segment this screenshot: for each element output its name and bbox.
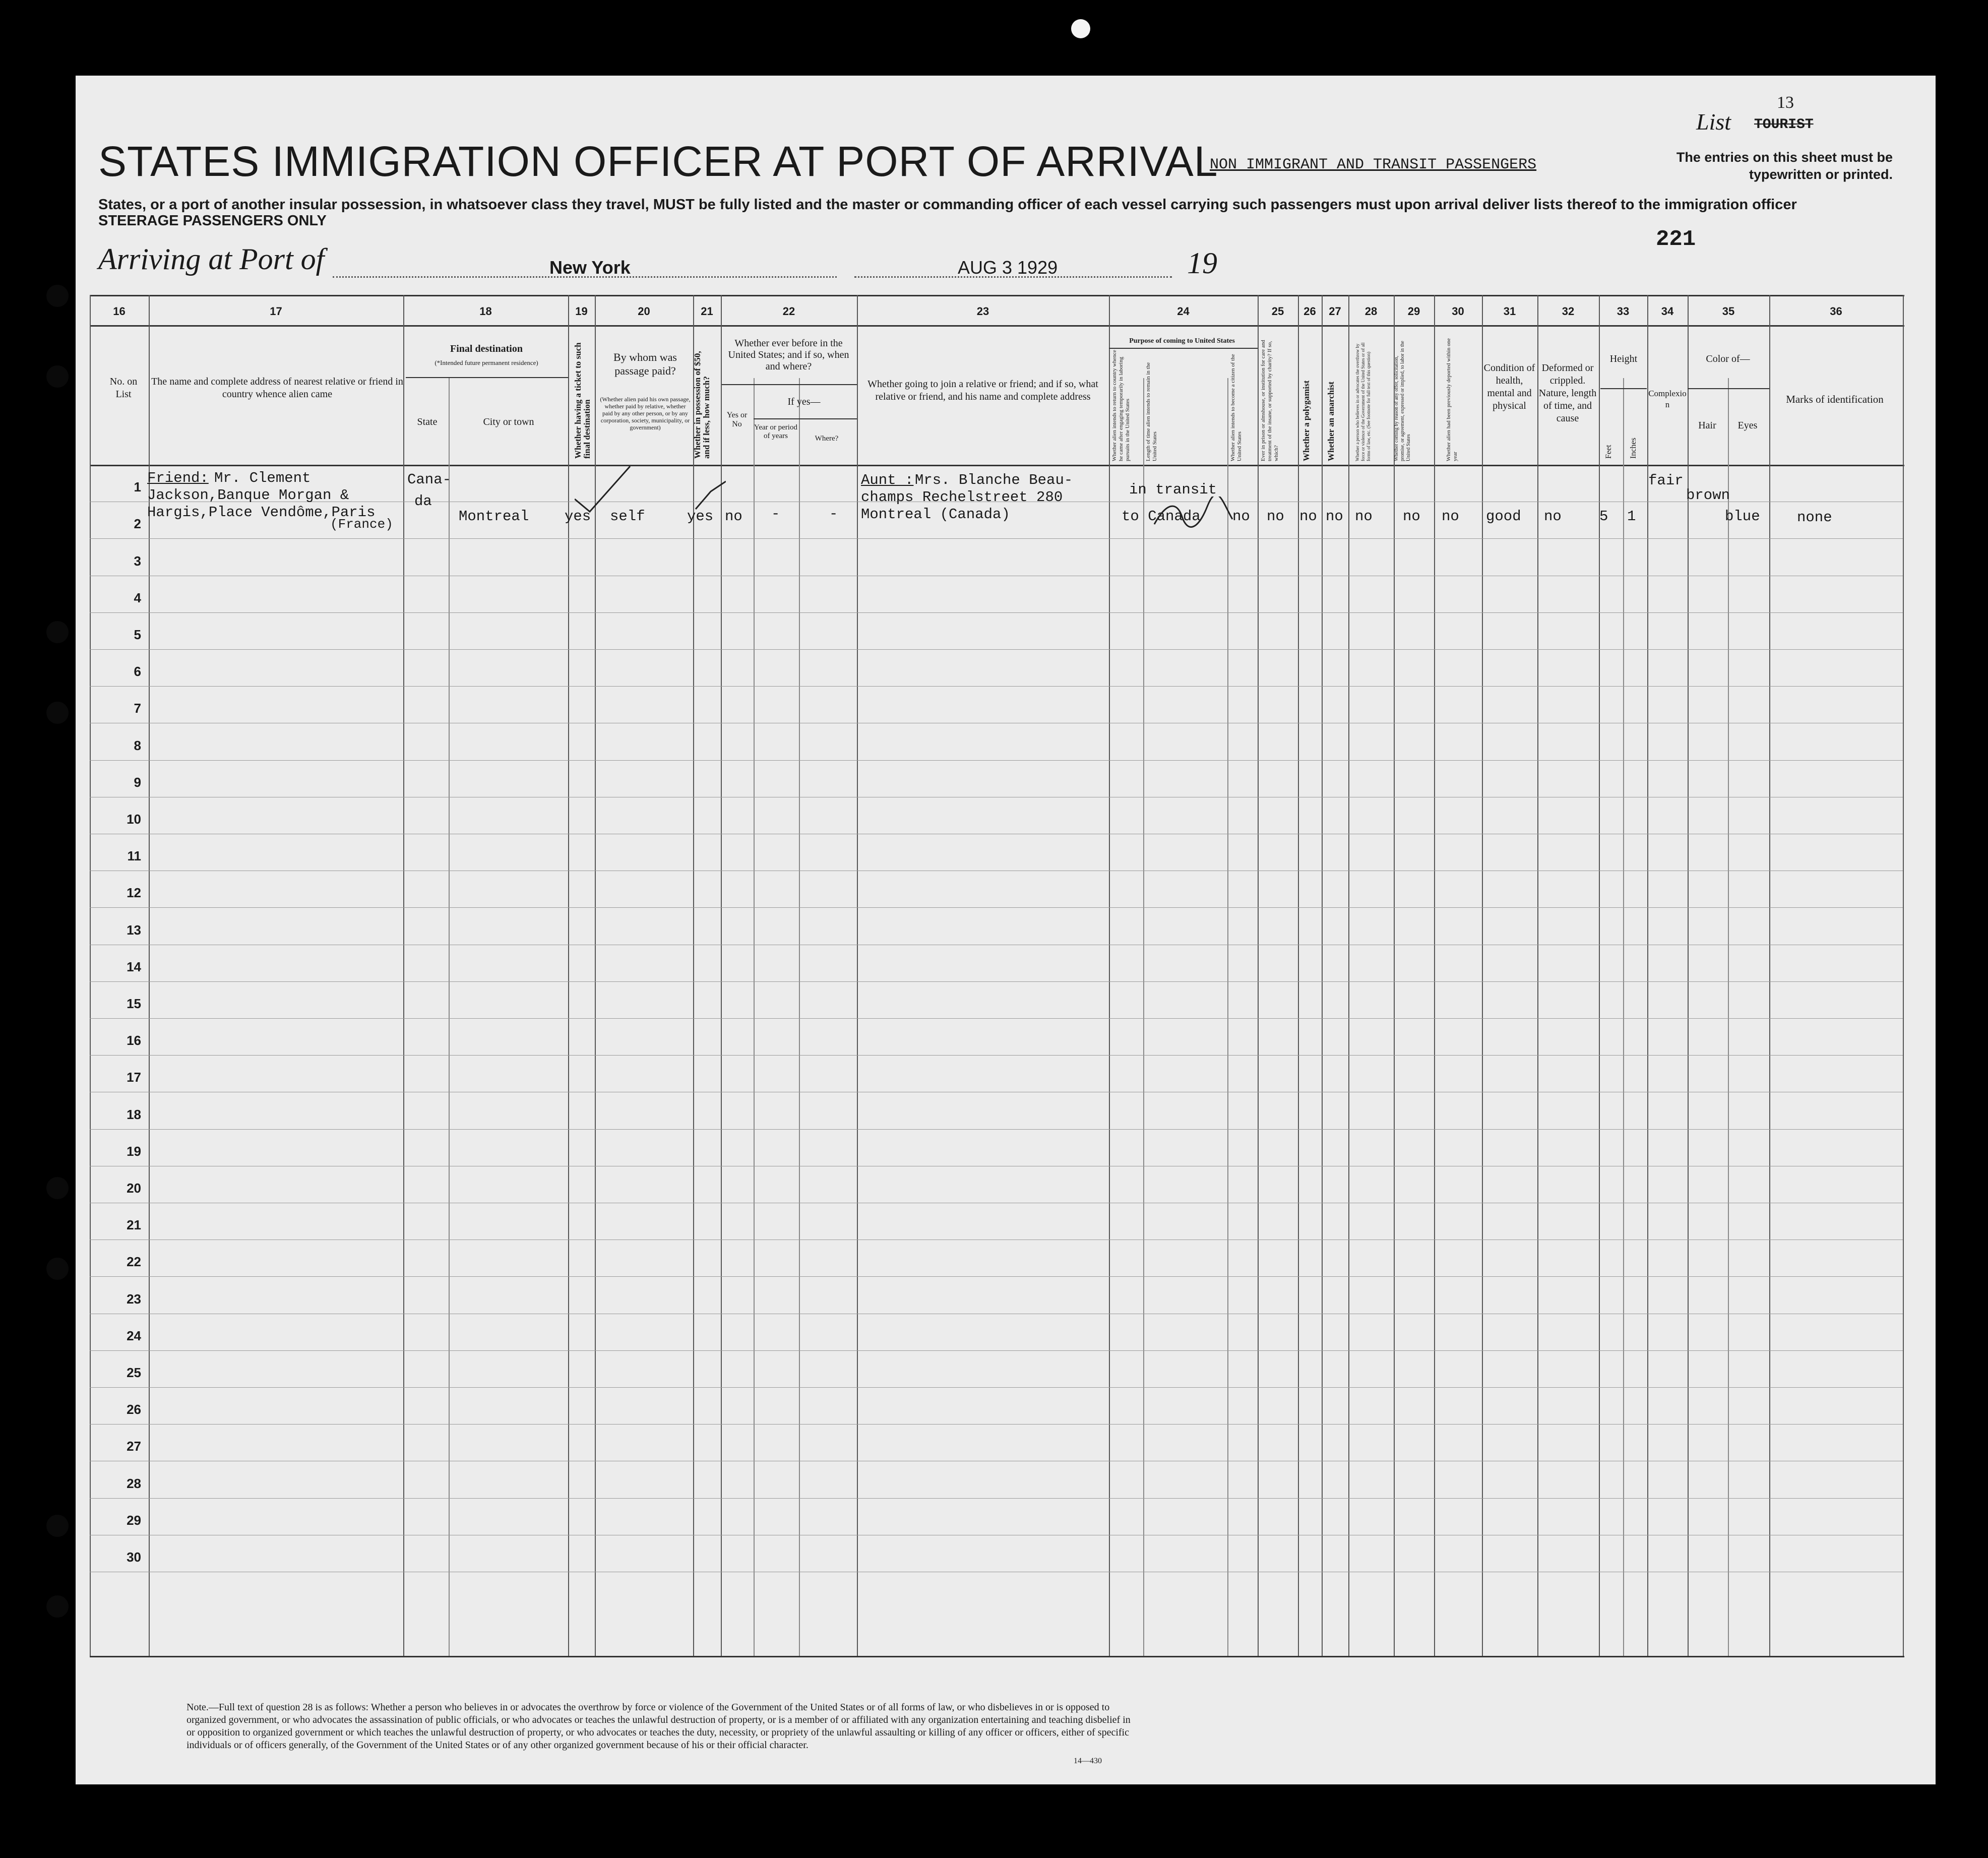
binder-hole	[46, 621, 69, 643]
category-label: NON IMMIGRANT AND TRANSIT PASSENGERS	[1210, 156, 1537, 173]
row-number: 26	[127, 1402, 141, 1417]
hair-value: brown	[1686, 487, 1730, 504]
footnote: Note.—Full text of question 28 is as follows: Whether a person who believes in or advocates the overthrow by force or violence of the Government of the United States or of all forms of law, or who disbelieves in or is opposed to organized government, or who advocates the assassination of public officials, or who advocates or teaches the unlawful destruction of property, or is a member of or affiliated with any organization entertaining and teaching disbelief in or opposition to organized government or which teaches the unlawful destruction of property, or who advocates or teaches the duty, necessity, or propriety of the unlawful assaulting or killing of any officer or officers, either of specific individuals or of officers generally, of the Government of the United States or of any other organized government because of his or their official character.	[187, 1702, 1131, 1751]
labor-offer-value: no	[1403, 508, 1420, 525]
has-50-value: yes	[687, 508, 714, 525]
relative-line-4: (France)	[330, 517, 393, 532]
port-of-arrival: New York	[549, 257, 631, 278]
column-number: 25	[1271, 305, 1284, 318]
before-in-us-value: no	[725, 508, 742, 525]
header-divider-1	[90, 325, 1904, 327]
column-rule	[1258, 295, 1259, 1656]
header-no-on-list: No. on List	[109, 376, 138, 400]
header-possession-50: Whether in possession of $50, and if less, how much?	[693, 351, 711, 459]
purpose-line-1: in transit	[1129, 481, 1217, 498]
prison-value: no	[1267, 508, 1284, 525]
subtitle-line-2: STEERAGE PASSENGERS ONLY	[98, 213, 327, 229]
header-final-destination: Final destination	[450, 343, 523, 354]
binder-hole	[46, 1595, 69, 1618]
handwritten-scribble	[1152, 497, 1237, 532]
list-number: 13	[1777, 93, 1794, 112]
header-anarchist: Whether an anarchist	[1326, 381, 1336, 461]
citizen-value: no	[1232, 508, 1250, 525]
header-city: City or town	[483, 416, 534, 427]
row-rule	[90, 612, 1903, 613]
row-number: 7	[134, 701, 141, 716]
column-rule	[1322, 295, 1323, 1656]
marks-value: none	[1797, 509, 1832, 526]
column-rule	[1394, 295, 1395, 1656]
subcolumn-rule	[1143, 378, 1144, 1656]
where-value: -	[829, 506, 838, 522]
subtitle-line-1: States, or a port of another insular possession, in whatsoever class they travel, MUST be fully listed and the master or commanding officer of each vessel carrying such passengers must upon arrival deliver lists thereof to the immigration officer	[98, 197, 1797, 213]
purpose-subrule	[1109, 348, 1258, 349]
row-rule	[90, 760, 1903, 761]
column-rule	[1647, 295, 1648, 1656]
column-rule	[1109, 295, 1110, 1656]
polygamist-value: no	[1299, 508, 1317, 525]
stamp-number: 221	[1656, 227, 1696, 252]
column-rule	[403, 295, 404, 1656]
manifest-sheet	[76, 76, 1936, 1784]
header-hair: Hair	[1698, 420, 1716, 431]
arrival-date: AUG 3 1929	[958, 257, 1058, 278]
dest-subrule	[406, 377, 568, 378]
column-number: 31	[1503, 305, 1516, 318]
row-number: 21	[127, 1217, 141, 1232]
column-rule	[90, 295, 91, 1656]
column-number: 24	[1177, 305, 1190, 318]
header-ticket: Whether having a ticket to such final destination	[573, 342, 592, 459]
header-color-of: Color of—	[1706, 353, 1750, 364]
column-number: 16	[113, 305, 126, 318]
header-feet: Feet	[1604, 445, 1613, 459]
column-rule	[568, 295, 569, 1656]
subcolumn-rule	[1728, 378, 1729, 1656]
row-rule	[90, 1387, 1903, 1388]
header-height: Height	[1609, 353, 1638, 364]
height-subrule	[1600, 388, 1647, 389]
page-title: STATES IMMIGRATION OFFICER AT PORT OF ARRIVAL	[98, 138, 1218, 185]
year-prefix: 19	[1187, 246, 1217, 280]
header-if-yes: If yes—	[787, 396, 821, 407]
join-label: Aunt :	[861, 472, 914, 488]
row-number: 13	[127, 922, 141, 938]
header-join-relative: Whether going to join a relative or friend; and if so, what relative or friend, and his name and complete address	[867, 379, 1098, 402]
list-label: List	[1696, 109, 1731, 135]
form-number: 14—430	[1074, 1757, 1102, 1765]
row-number: 2	[134, 516, 141, 531]
header-labor-offer: Whether coming by reason of any offer, solicitation, promise, or agreement, expressed or implied, to labor in the United States	[1394, 341, 1411, 461]
purpose-line-2: to Canada	[1122, 508, 1201, 525]
row-number: 15	[127, 996, 141, 1011]
column-number: 30	[1452, 305, 1464, 318]
arriving-label: Arriving at Port of	[98, 242, 325, 276]
ticket-value: yes	[565, 508, 591, 525]
state-line-2: da	[414, 493, 432, 510]
header-inches: Inches	[1629, 438, 1638, 459]
deported-value: no	[1442, 508, 1459, 525]
anarchist-value: no	[1326, 508, 1343, 525]
header-complexion: Complexion	[1648, 389, 1687, 409]
header-health: Condition of health, mental and physical	[1483, 362, 1535, 411]
header-passage-paid: By whom was passage paid?	[613, 351, 677, 377]
row-number: 10	[127, 812, 141, 827]
row-rule	[90, 686, 1903, 687]
inches-value: 1	[1627, 508, 1636, 525]
row-number: 29	[127, 1513, 141, 1528]
subcolumn-rule	[1227, 378, 1228, 1656]
state-line-1: Cana-	[407, 471, 452, 488]
column-number: 29	[1407, 305, 1420, 318]
relative-label: Friend:	[147, 470, 209, 486]
row-rule	[90, 1055, 1903, 1056]
header-passage-paid-note: (Whether alien paid his own passage, whether paid by relative, whether paid by any other person, or by any corporation, society, municipality, or government)	[600, 396, 691, 431]
row-number: 22	[127, 1254, 141, 1269]
column-rule	[1298, 295, 1299, 1656]
table-top-rule	[90, 295, 1904, 296]
header-divider-2	[90, 465, 1904, 466]
header-where: Where?	[815, 435, 839, 443]
column-number: 32	[1562, 305, 1575, 318]
subcolumn-rule	[799, 378, 800, 1656]
binder-hole	[46, 1515, 69, 1537]
relative-line-1: Mr. Clement	[214, 470, 311, 486]
column-number: 23	[976, 305, 989, 318]
row-rule	[90, 1498, 1903, 1499]
column-number: 22	[782, 305, 795, 318]
feet-value: 5	[1599, 508, 1608, 525]
subcolumn-rule	[1623, 378, 1624, 1656]
row-number: 28	[127, 1476, 141, 1491]
header-years: Year or period of years	[754, 423, 797, 440]
row-rule	[90, 538, 1903, 539]
row-number: 16	[127, 1033, 141, 1048]
subcolumn-rule	[449, 378, 450, 1656]
entries-note: The entries on this sheet must be typewritten or printed.	[1676, 150, 1893, 182]
binder-hole	[46, 285, 69, 307]
table-bottom-rule	[90, 1656, 1904, 1657]
relative-line-2: Jackson,Banque Morgan &	[147, 487, 349, 504]
header-yes-no: Yes or No	[726, 411, 748, 428]
header-deformed: Deformed or crippled. Nature, length of time, and cause	[1538, 362, 1597, 424]
handwritten-check-marks	[575, 461, 726, 517]
column-rule	[1903, 295, 1904, 1656]
list-value: TOURIST	[1754, 117, 1814, 133]
years-value: -	[771, 506, 780, 522]
row-number: 30	[127, 1550, 141, 1565]
row-rule	[90, 907, 1903, 908]
row-number: 12	[127, 885, 141, 900]
row-number: 27	[127, 1439, 141, 1454]
column-rule	[1599, 295, 1600, 1656]
row-number: 5	[134, 627, 141, 642]
row-number: 8	[134, 738, 141, 753]
header-eyes: Eyes	[1737, 420, 1758, 431]
row-number: 24	[127, 1328, 141, 1343]
column-rule	[1482, 295, 1483, 1656]
top-punch-hole	[1071, 19, 1090, 38]
row-rule	[90, 1129, 1903, 1130]
column-rule	[1769, 295, 1770, 1656]
city: Montreal	[459, 508, 529, 525]
column-number: 21	[701, 305, 713, 318]
header-prison: Ever in prison or almshouse, or institution for care and treatment of the insane, or supported by charity? If so, which?	[1260, 340, 1279, 461]
row-number: 14	[127, 959, 141, 974]
eyes-value: blue	[1725, 508, 1760, 525]
header-nearest-relative: The name and complete address of nearest relative or friend in country whence alien came	[151, 376, 403, 400]
row-rule	[90, 1424, 1903, 1425]
row-number: 17	[127, 1070, 141, 1085]
column-rule	[857, 295, 858, 1656]
column-number: 33	[1617, 305, 1630, 318]
ifyes-subrule	[754, 418, 857, 419]
header-overthrow: Whether a person who believes in or advocates the overthrow by force or violence of the Government of the United States or of all forms of law, etc. (See footnote for full text of this question)	[1355, 342, 1371, 461]
row-number: 19	[127, 1144, 141, 1159]
join-line-1: Mrs. Blanche Beau-	[915, 472, 1073, 488]
header-polygamist: Whether a polygamist	[1301, 380, 1311, 461]
column-number: 28	[1364, 305, 1378, 318]
subcolumn-rule	[754, 378, 755, 1656]
paid-by-value: self	[610, 508, 645, 525]
row-rule	[90, 649, 1903, 650]
column-number: 36	[1830, 305, 1842, 318]
column-number: 19	[575, 305, 588, 318]
header-purpose-a: Whether alien intends to return to country whence he came after engaging temporarily in laboring pursuits in the United States	[1111, 350, 1131, 461]
relative-line-3: Hargis,Place Vendôme,Paris	[147, 504, 376, 521]
header-purpose-c: Whether alien intends to become a citizen of the United States	[1230, 354, 1242, 461]
row-rule	[90, 1018, 1903, 1019]
header-final-destination-note: (*Intended future permanent residence)	[434, 359, 538, 366]
column-number: 18	[479, 305, 492, 318]
row-number: 25	[127, 1365, 141, 1380]
row-number: 23	[127, 1291, 141, 1307]
complexion-value: fair	[1648, 472, 1684, 489]
row-number: 20	[127, 1181, 141, 1196]
binder-hole	[46, 1177, 69, 1199]
row-rule	[90, 1350, 1903, 1351]
column-number: 35	[1722, 305, 1735, 318]
row-rule	[90, 1276, 1903, 1277]
header-ever-before: Whether ever before in the United States; and if so, when and where?	[728, 338, 849, 372]
color-subrule	[1688, 388, 1769, 389]
health-value: good	[1486, 508, 1521, 525]
column-number: 26	[1303, 305, 1316, 318]
header-purpose-b: Length of time alien intends to remain in the United States	[1145, 362, 1158, 461]
binder-hole	[46, 1258, 69, 1280]
column-number: 17	[270, 305, 282, 318]
row-number: 4	[134, 590, 141, 605]
join-line-3: Montreal (Canada)	[861, 506, 1010, 523]
column-rule	[1348, 295, 1349, 1656]
header-purpose: Purpose of coming to United States	[1129, 337, 1235, 345]
before-subrule	[722, 384, 857, 385]
row-number: 11	[127, 848, 141, 863]
join-line-2: champs Rechelstreet 280	[861, 489, 1063, 506]
row-number: 9	[134, 775, 141, 790]
row-number: 3	[134, 553, 141, 569]
binder-hole	[46, 702, 69, 724]
header-deported: Whether alien had been previously deported within one year	[1446, 338, 1458, 461]
overthrow-value: no	[1355, 508, 1373, 525]
binder-hole	[46, 365, 69, 388]
row-number: 6	[134, 664, 141, 679]
header-state: State	[417, 416, 438, 427]
column-rule	[1434, 295, 1435, 1656]
column-number: 27	[1329, 305, 1341, 318]
column-number: 34	[1661, 305, 1674, 318]
column-number: 20	[638, 305, 650, 318]
row-number: 1	[134, 479, 141, 494]
deformed-value: no	[1544, 508, 1562, 525]
row-number: 18	[127, 1107, 141, 1122]
header-marks: Marks of identification	[1786, 393, 1884, 405]
column-rule	[1537, 295, 1538, 1656]
row-rule	[90, 981, 1903, 982]
